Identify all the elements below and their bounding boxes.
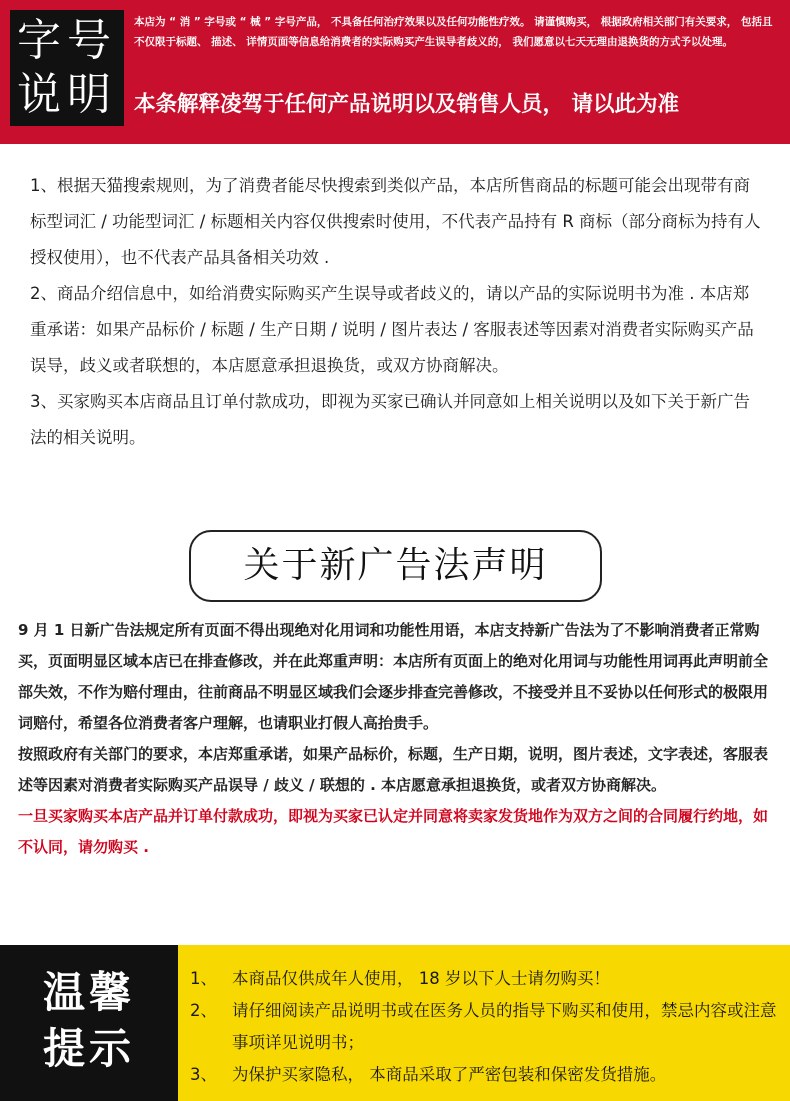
tip-text: 请仔细阅读产品说明书或在医务人员的指导下购买和使用，禁忌内容或注意事项详见说明书；	[232, 1001, 777, 1052]
search-rules	[30, 168, 765, 456]
tip-number: 3、	[190, 1065, 217, 1084]
rule-2: 2、商品介绍信息中，如给消费实际购买产生误导或者歧义的，请以产品的实际说明书为准 . 本店郑重承诺：如果产品标价 / 标题 / 生产日期 / 说明 / 图片表达 / 客服表述等因素对消费者实际购买产品误导，歧义或者联想的，本店愿意承担退换货，或双方协商解决。	[30, 284, 754, 375]
top-badge	[10, 10, 124, 126]
tip-text: 为保护买家隐私， 本商品采取了严密包装和保密发货措施。	[232, 1065, 667, 1084]
tips-list	[190, 963, 785, 1091]
tips-badge	[0, 945, 178, 1101]
top-notice: 本店为 “ 消 ” 字号或 “ 械 ” 字号产品， 不具备任何治疗效果以及任何功能性疗效。 请谨慎购买， 根据政府相关部门有关要求， 包括且不仅限于标题、 描述、 详情页面等信息给消费者的实际购买产生误导者歧义的， 我们愿意以七天无理由退换货的方式予以处理。	[134, 16, 773, 48]
tip-number: 2、	[190, 1001, 217, 1020]
tip-item	[190, 963, 785, 995]
tip-text: 本商品仅供成年人使用， 18 岁以下人士请勿购买！	[232, 969, 610, 988]
tip-item	[190, 995, 785, 1059]
statement-para-2: 按照政府有关部门的要求，本店郑重承诺，如果产品标价，标题，生产日期，说明，图片表述，文字表述，客服表述等因素对消费者实际购买产品误导 / 歧义 / 联想的 . 本店愿意承担退换货，或者双方协商解决。	[18, 745, 769, 794]
statement-para-1: 9 月 1 日新广告法规定所有页面不得出现绝对化用词和功能性用语，本店支持新广告法为了不影响消费者正常购买，页面明显区域本店已在排查修改，并在此郑重声明：本店所有页面上的绝对化用词与功能性用词再此声明前全部失效，不作为赔付理由，往前商品不明显区域我们会逐步排查完善修改，不接受并且不妥协以任何形式的极限用词赔付，希望各位消费者客户理解，也请职业打假人高抬贵手。	[18, 621, 769, 732]
tips-badge-line1: 温馨	[42, 968, 135, 1017]
top-claim: 本条解释凌驾于任何产品说明以及销售人员， 请以此为准	[134, 92, 679, 117]
tips-badge-line2: 提示	[42, 1024, 135, 1073]
rule-1: 1、根据天猫搜索规则，为了消费者能尽快搜索到类似产品，本店所售商品的标题可能会出现带有商标型词汇 / 功能型词汇 / 标题相关内容仅供搜索时使用，不代表产品持有 R 商标（部分商标为持有人授权使用），也不代表产品具备相关功效 .	[30, 176, 761, 267]
tips-section	[0, 945, 790, 1101]
tip-number: 1、	[190, 969, 217, 988]
ad-law-statement	[18, 615, 776, 863]
statement-warning: 一旦买家购买本店产品并订单付款成功，即视为买家已认定并同意将卖家发货地作为双方之间的合同履行约地，如不认同，请勿购买 .	[18, 807, 769, 856]
rule-3: 3、买家购买本店商品且订单付款成功，即视为买家已确认并同意如上相关说明以及如下关于新广告法的相关说明。	[30, 392, 750, 447]
top-badge-line2: 说明	[17, 69, 117, 120]
tip-item	[190, 1059, 785, 1091]
ad-law-headline: 关于新广告法声明	[189, 530, 602, 602]
top-banner	[0, 0, 790, 144]
top-badge-line1: 字号	[17, 15, 117, 66]
